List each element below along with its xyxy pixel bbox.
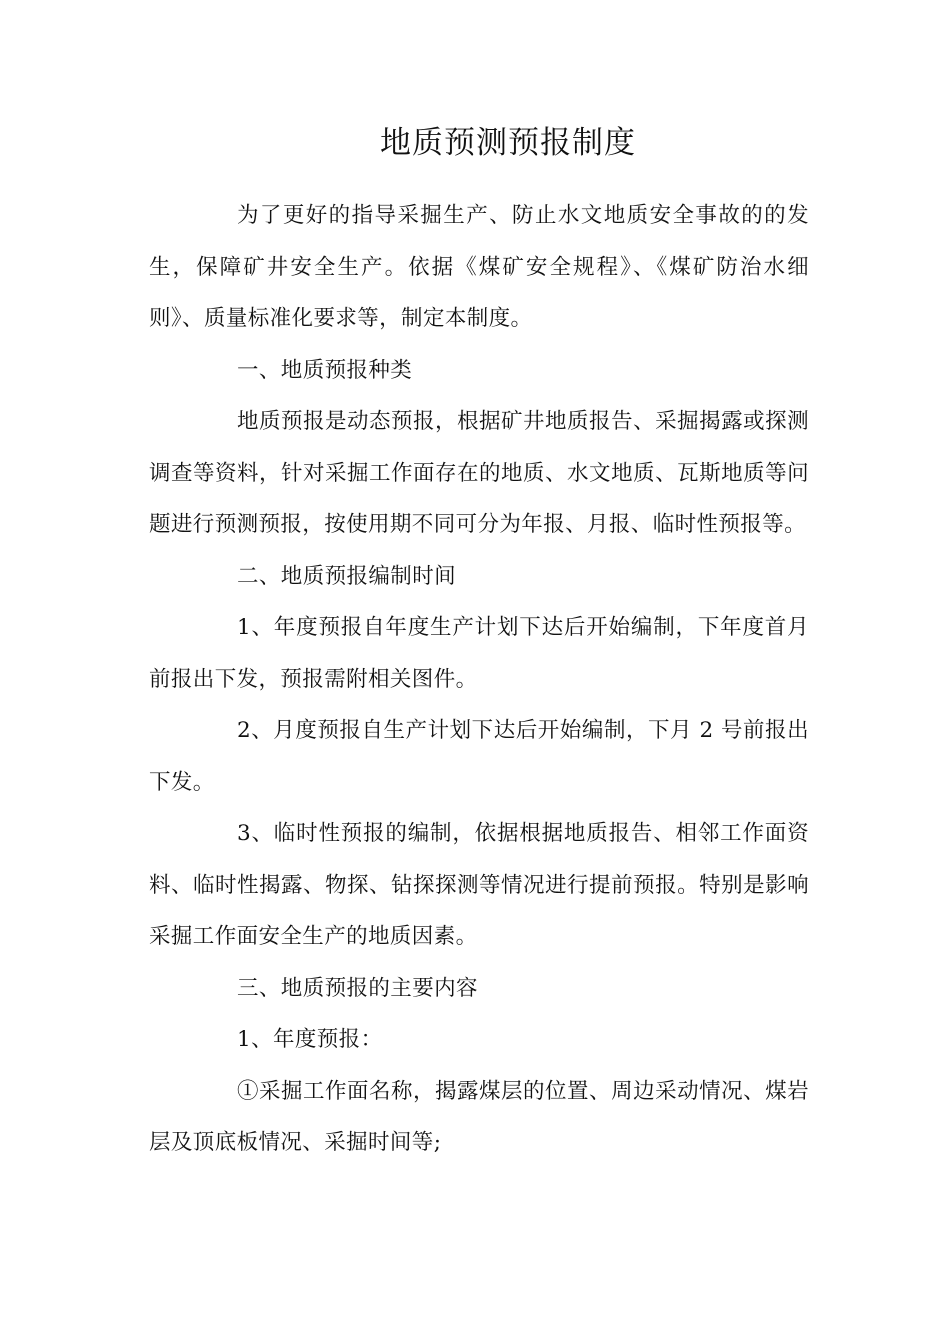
paragraph-forecast-types: 地质预报是动态预报，根据矿井地质报告、采掘揭露或探测调查等资料，针对采掘工作面存在的地质、水文地质、瓦斯地质等问题进行预测预报，按使用期不同可分为年报、月报、临时性预报等。 — [149, 409, 809, 537]
paragraph-temporary-timing: 3、临时性预报的编制，依据根据地质报告、相邻工作面资料、临时性揭露、物探、钻探探测等情况进行提前预报。特别是影响采掘工作面安全生产的地质因素。 — [149, 821, 809, 949]
section-heading-2: 二、地质预报编制时间 — [237, 563, 457, 589]
subheading-annual: 1、年度预报： — [237, 1027, 383, 1052]
document-title: 地质预测预报制度 — [380, 125, 636, 161]
paragraph-intro: 为了更好的指导采掘生产、防止水文地质安全事故的的发生，保障矿井安全生产。依据《煤矿安全规程》、《煤矿防治水细则》、质量标准化要求等，制定本制度。 — [149, 203, 809, 331]
section-heading-1: 一、地质预报种类 — [237, 357, 413, 383]
list-item-1: ①采掘工作面名称，揭露煤层的位置、周边采动情况、煤岩层及顶底板情况、采掘时间等; — [149, 1078, 809, 1155]
document-body — [149, 190, 809, 1169]
paragraph-monthly-timing: 2、月度预报自生产计划下达后开始编制，下月 2 号前报出下发。 — [149, 718, 809, 795]
paragraph-annual-timing: 1、年度预报自年度生产计划下达后开始编制，下年度首月前报出下发，预报需附相关图件。 — [149, 615, 809, 692]
section-heading-3: 三、地质预报的主要内容 — [237, 975, 478, 1001]
